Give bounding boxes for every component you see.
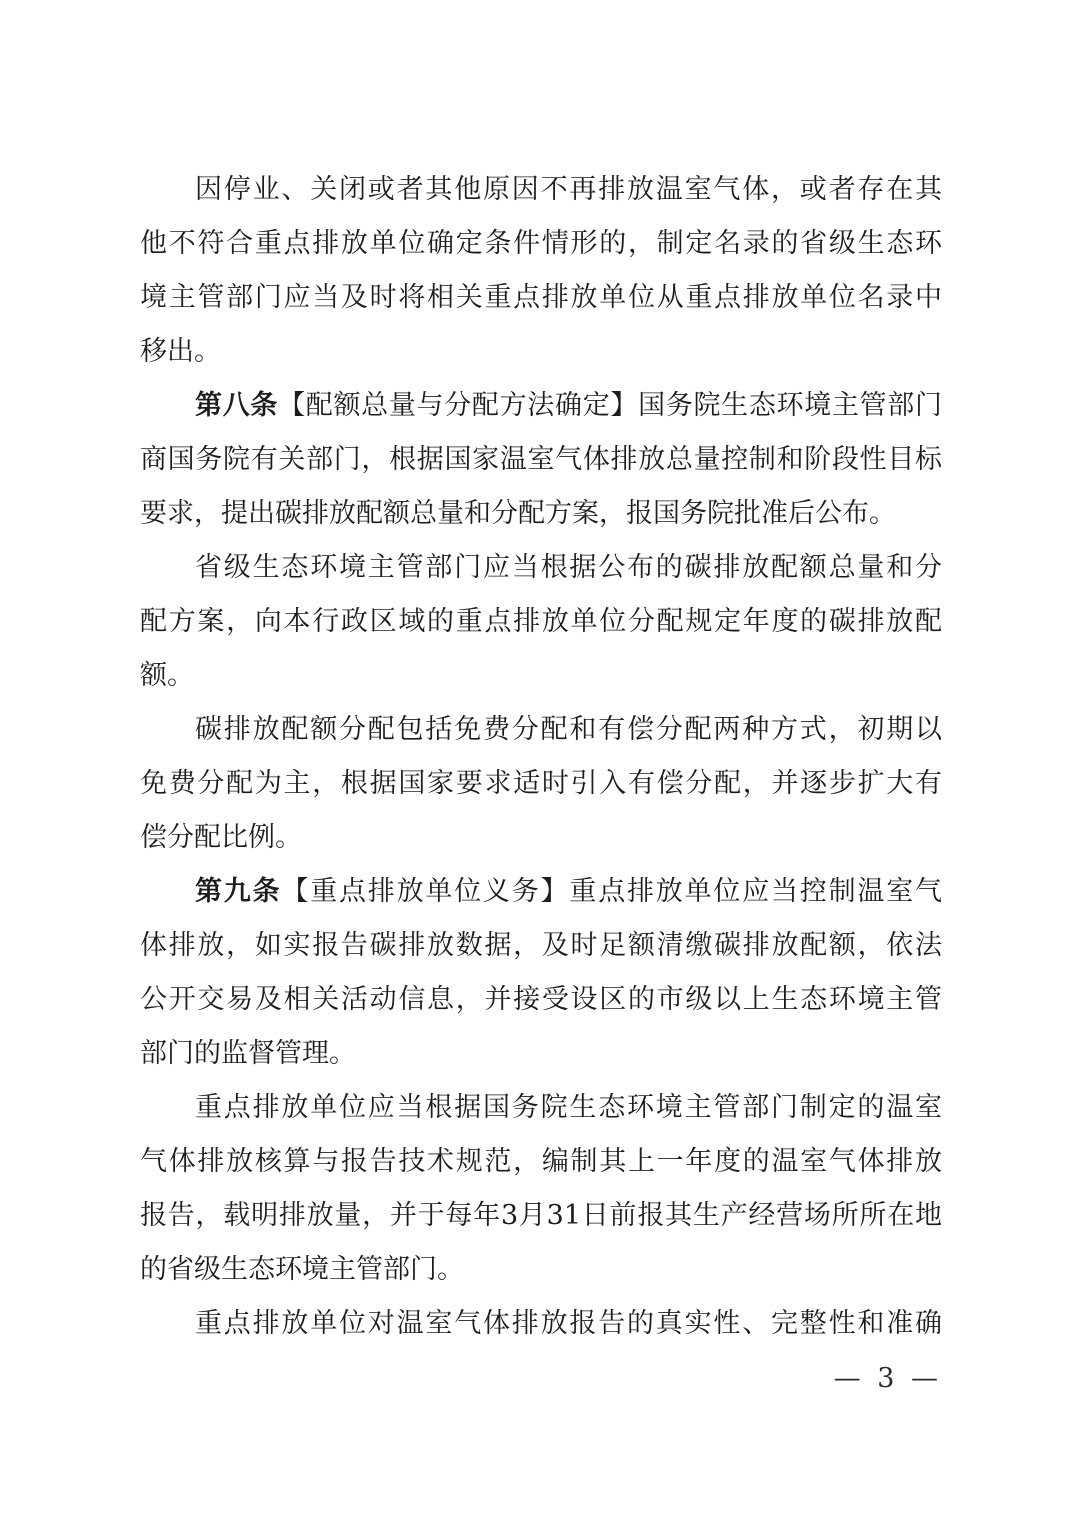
text-run: 偿分配比例。: [140, 822, 302, 853]
text-run: 重点排放单位应当根据国务院生态环境主管部门制定的温室: [195, 1092, 942, 1123]
text-line: [140, 1135, 942, 1189]
text-line: [140, 541, 942, 595]
text-line: [140, 865, 942, 919]
text-run: 重点排放单位对温室气体排放报告的真实性、完整性和准确: [195, 1308, 942, 1339]
text-line: [140, 217, 942, 271]
text-line: [140, 433, 942, 487]
text-line: [140, 163, 942, 217]
text-line: [140, 703, 942, 757]
text-run: 商国务院有关部门，根据国家温室气体排放总量控制和阶段性目标: [140, 444, 942, 475]
text-run: 省级生态环境主管部门应当根据公布的碳排放配额总量和分: [195, 552, 942, 583]
text-line: [140, 919, 942, 973]
text-run: 部门的监督管理。: [140, 1038, 356, 1069]
text-run: 【重点排放单位义务】重点排放单位应当控制温室气: [281, 876, 943, 907]
text-run: 配方案，向本行政区域的重点排放单位分配规定年度的碳排放配: [140, 606, 942, 637]
text-run: 【配额总量与分配方法确定】国务院生态环境主管部门: [278, 390, 943, 421]
text-run: 报告，载明排放量，并于每年3月31日前报其生产经营场所所在地: [140, 1200, 942, 1231]
text-run: 要求，提出碳排放配额总量和分配方案，报国务院批准后公布。: [140, 498, 896, 529]
text-run: 气体排放核算与报告技术规范，编制其上一年度的温室气体排放: [140, 1146, 942, 1177]
article-number: 第八条: [195, 390, 279, 421]
text-run: 体排放，如实报告碳排放数据，及时足额清缴碳排放配额，依法: [140, 930, 942, 961]
text-run: 额。: [140, 660, 194, 691]
text-line: [140, 487, 942, 541]
text-line: [140, 973, 942, 1027]
text-line: [140, 1081, 942, 1135]
text-run: 境主管部门应当及时将相关重点排放单位从重点排放单位名录中: [140, 282, 942, 313]
text-line: [140, 595, 942, 649]
text-line: [140, 757, 942, 811]
text-run: 免费分配为主，根据国家要求适时引入有偿分配，并逐步扩大有: [140, 768, 942, 799]
text-line: [140, 271, 942, 325]
text-line: [140, 325, 942, 379]
text-run: 他不符合重点排放单位确定条件情形的，制定名录的省级生态环: [140, 228, 942, 259]
text-line: [140, 1297, 942, 1351]
text-run: 的省级生态环境主管部门。: [140, 1254, 464, 1285]
text-line: [140, 1027, 942, 1081]
text-line: [140, 649, 942, 703]
text-run: 因停业、关闭或者其他原因不再排放温室气体，或者存在其: [195, 174, 942, 205]
text-line: [140, 1189, 942, 1243]
text-run: 移出。: [140, 336, 221, 367]
text-line: [140, 1243, 942, 1297]
text-run: 碳排放配额分配包括免费分配和有偿分配两种方式，初期以: [195, 714, 942, 745]
text-line: [140, 379, 942, 433]
page-number: — 3 —: [833, 1363, 942, 1394]
article-number: 第九条: [195, 876, 282, 907]
text-run: 公开交易及相关活动信息，并接受设区的市级以上生态环境主管: [140, 984, 942, 1015]
document-body: [140, 163, 942, 1351]
text-line: [140, 811, 942, 865]
